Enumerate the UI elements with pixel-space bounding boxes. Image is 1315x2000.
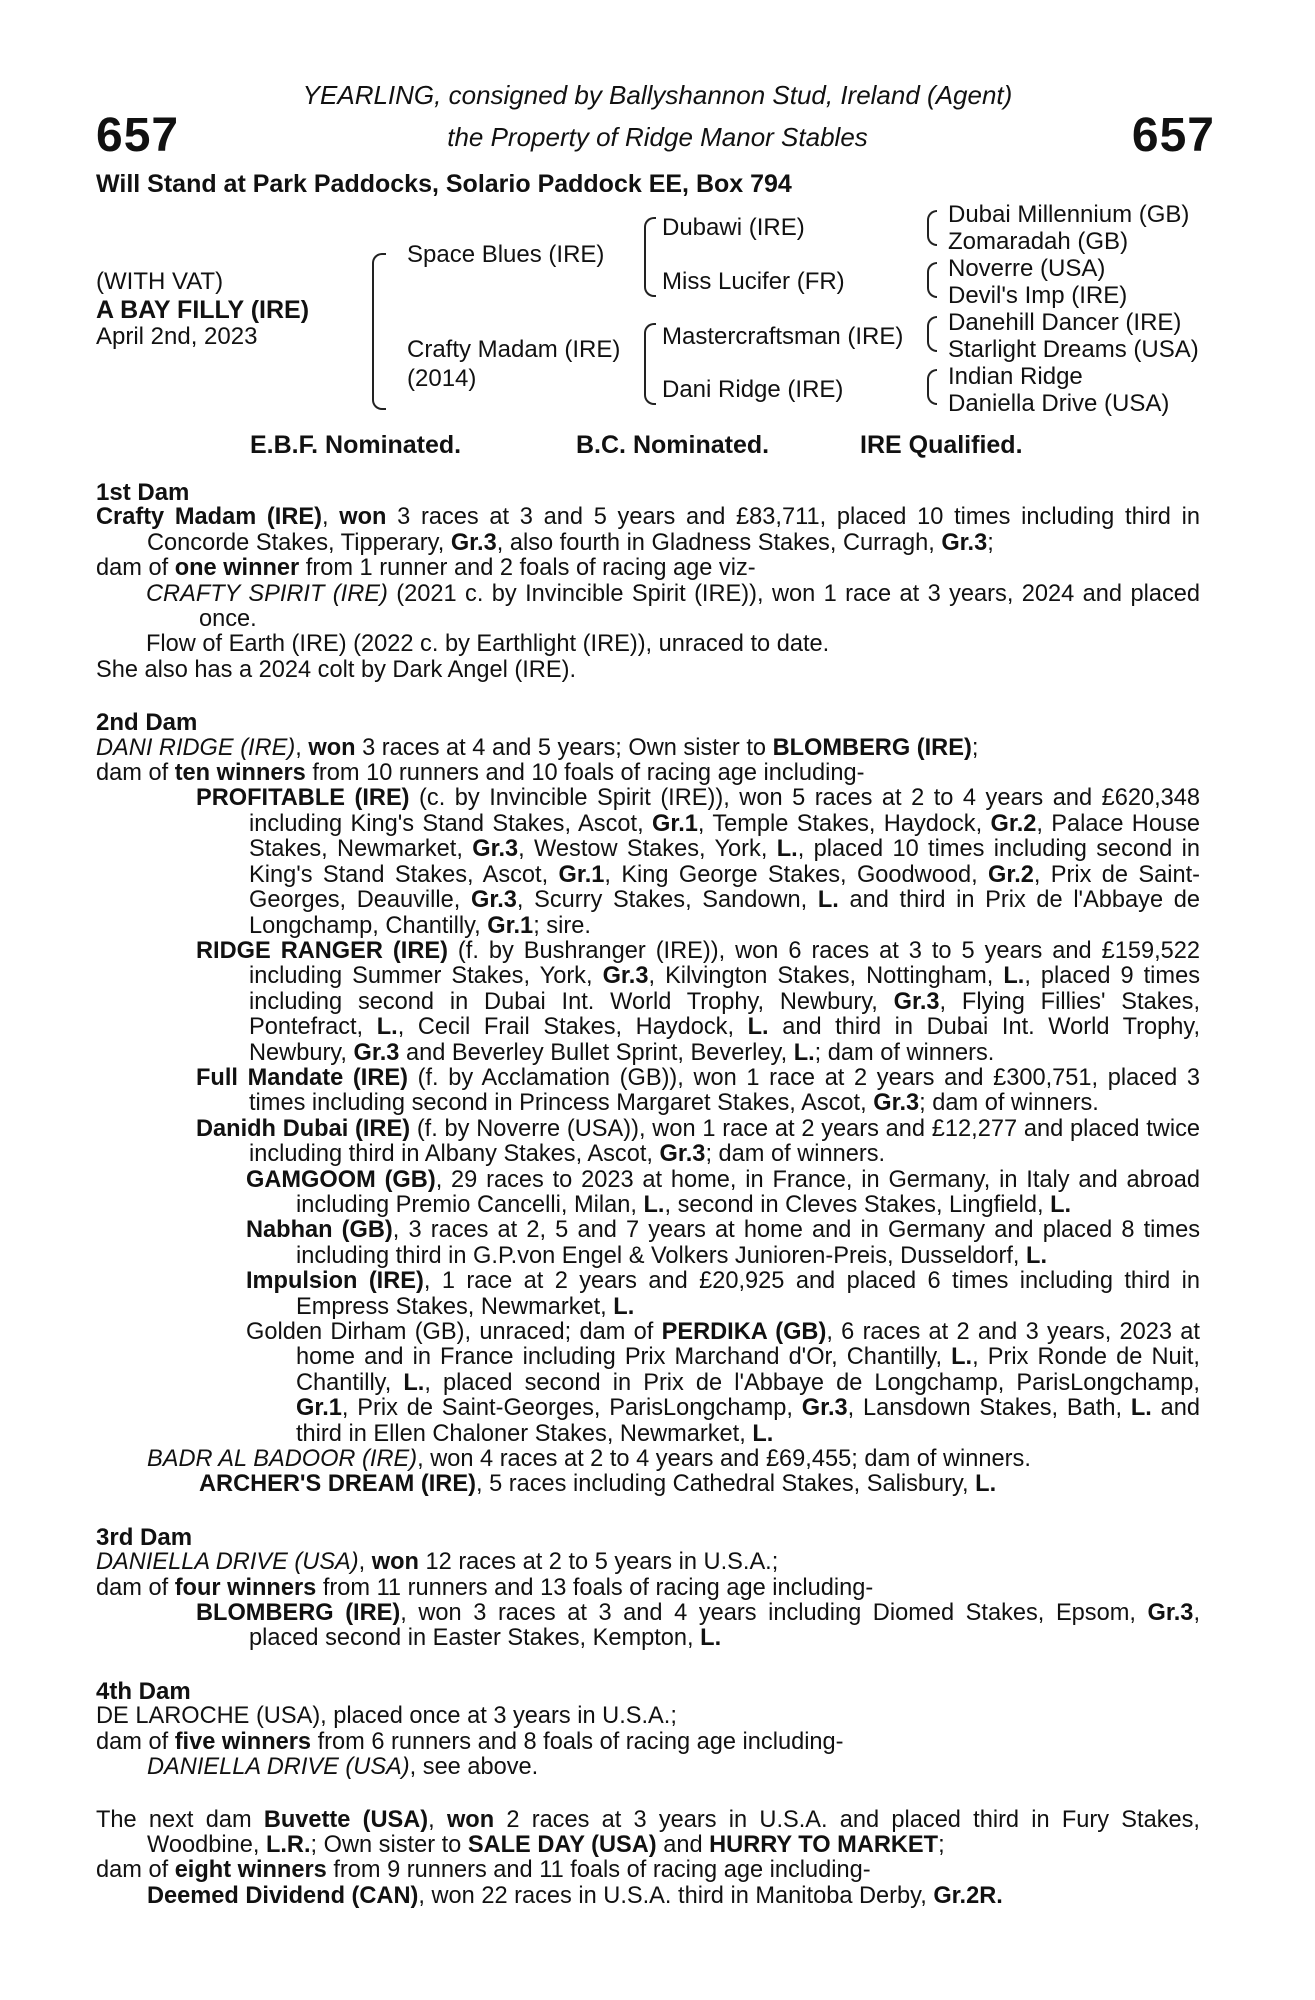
ggs-4: Indian Ridge (948, 363, 1083, 390)
ggd-4: Daniella Drive (USA) (948, 390, 1170, 417)
consignor-line: YEARLING, consigned by Ballyshannon Stud, Ireland (Agent) (302, 80, 1013, 110)
pedigree-brace-g3 (927, 316, 937, 352)
dam-name: Crafty Madam (IRE) (407, 336, 621, 363)
produce-danidh-dubai: Danidh Dubai (IRE) (f. by Noverre (USA)), won 1 race at 2 years and £12,277 and placed twice including third in Albany Stakes, Ascot, Gr.3; dam of winners. (196, 1115, 1200, 1168)
ggd-3: Starlight Dreams (USA) (948, 336, 1199, 363)
third-dam-record: DANIELLA DRIVE (USA), won 12 races at 2 to 5 years in U.S.A.; (96, 1549, 779, 1576)
third-dam-heading: 3rd Dam (96, 1523, 193, 1551)
produce-full-mandate: Full Mandate (IRE) (f. by Acclamation (GB)), won 1 race at 2 years and £300,751, placed 3 times including second in Princess Margaret Stakes, Ascot, Gr.3; dam of winners. (196, 1064, 1200, 1117)
produce-golden-dirham: Golden Dirham (GB), unraced; dam of PERDIKA (GB), 6 races at 2 and 3 years, 2023 at home and in France including Prix Marchand d'Or, Chantilly, L., Prix Ronde de Nuit, Chantilly, L., placed second in Prix de l'Abbaye de Longchamp, ParisLongchamp, Gr.1, Prix de Saint-Georges, ParisLongchamp, Gr.3, Lansdown Stakes, Bath, L. and third in Ellen Chaloner Stakes, Newmarket, L. (246, 1319, 1200, 1447)
produce-flow-of-earth: Flow of Earth (IRE) (2022 c. by Earthlight (IRE)), unraced to date. (146, 631, 830, 658)
pedigree-brace-g4 (927, 369, 937, 405)
first-dam-record: Crafty Madam (IRE), won 3 races at 3 and 5 years and £83,711, placed 10 times including third in Concorde Stakes, Tipperary, Gr.3, also fourth in Gladness Stakes, Curragh, Gr.3; (96, 504, 1200, 556)
lot-number-left: 657 (96, 109, 180, 162)
produce-archers-dream: ARCHER'S DREAM (IRE), 5 races including Cathedral Stakes, Salisbury, L. (199, 1471, 997, 1498)
sire-sire: Dubawi (IRE) (662, 214, 805, 241)
produce-gamgoom: GAMGOOM (GB), 29 races to 2023 at home, in France, in Germany, in Italy and abroad including Premio Cancelli, Milan, L., second in Cleves Stakes, Lingfield, L. (246, 1166, 1201, 1218)
pedigree-brace-dam (644, 323, 656, 405)
produce-impulsion: Impulsion (IRE), 1 race at 2 years and £20,925 and placed 6 times including third in Empress Stakes, Newmarket, L. (246, 1268, 1201, 1320)
next-dam-produce-summary: dam of eight winners from 9 runners and 11 foals of racing age including- (96, 1857, 871, 1884)
dam-dam: Dani Ridge (IRE) (662, 376, 844, 403)
produce-record (96, 480, 1200, 1909)
lot-number-right: 657 (1131, 109, 1215, 162)
ggd-2: Devil's Imp (IRE) (948, 282, 1128, 309)
ggs-3: Danehill Dancer (IRE) (948, 309, 1182, 336)
ire-qualified: IRE Qualified. (860, 431, 1023, 459)
vat-note: (WITH VAT) (96, 268, 224, 295)
pedigree-brace-sire (644, 217, 656, 297)
produce-blomberg: BLOMBERG (IRE), won 3 races at 3 and 4 years including Diomed Stakes, Epsom, Gr.3, placed second in Easter Stakes, Kempton, L. (196, 1600, 1200, 1652)
pedigree-brace-g1 (927, 210, 937, 246)
bc-nomination: B.C. Nominated. (576, 431, 770, 459)
owner-line: the Property of Ridge Manor Stables (447, 122, 868, 152)
third-dam-produce-summary: dam of four winners from 11 runners and 13 foals of racing age including- (96, 1574, 874, 1601)
pedigree-brace-main (372, 253, 386, 410)
produce-deemed-dividend: Deemed Dividend (CAN), won 22 races in U.S.A. third in Manitoba Derby, Gr.2R. (147, 1882, 1003, 1909)
produce-crafty-spirit: CRAFTY SPIRIT (IRE) (2021 c. by Invincible Spirit (IRE)), won 1 race at 3 years, 2024 and placed once. (146, 580, 1200, 633)
fourth-dam-heading: 4th Dam (96, 1677, 191, 1705)
sire-dam: Miss Lucifer (FR) (662, 268, 845, 295)
second-dam-record: DANI RIDGE (IRE), won 3 races at 4 and 5 years; Own sister to BLOMBERG (IRE); (96, 734, 979, 761)
produce-badr-al-badoor: BADR AL BADOOR (IRE), won 4 races at 2 to 4 years and £69,455; dam of winners. (147, 1446, 1031, 1473)
ebf-nomination: E.B.F. Nominated. (250, 431, 462, 459)
sire-name: Space Blues (IRE) (407, 241, 605, 268)
ggd-1: Zomaradah (GB) (948, 228, 1129, 255)
produce-profitable: PROFITABLE (IRE) (c. by Invincible Spirit (IRE)), won 5 races at 2 to 4 years and £620,348 including King's Stand Stakes, Ascot, Gr.1, Temple Stakes, Haydock, Gr.2, Palace House Stakes, Newmarket, Gr.3, Westow Stakes, York, L., placed 10 times including second in King's Stand Stakes, Ascot, Gr.1, King George Stakes, Goodwood, Gr.2, Prix de Saint-Georges, Deauville, Gr.3, Scurry Stakes, Sandown, L. and third in Prix de l'Abbaye de Longchamp, Chantilly, Gr.1; sire. (196, 785, 1201, 939)
subject-dob: April 2nd, 2023 (96, 323, 258, 350)
second-dam-heading: 2nd Dam (96, 709, 198, 737)
produce-2024-colt: She also has a 2024 colt by Dark Angel (IRE). (96, 656, 576, 683)
ggs-2: Noverre (USA) (948, 255, 1106, 282)
second-dam-produce-summary: dam of ten winners from 10 runners and 10 foals of racing age including- (96, 760, 865, 787)
first-dam-heading: 1st Dam (96, 479, 190, 506)
produce-daniella-drive: DANIELLA DRIVE (USA), see above. (147, 1754, 539, 1781)
produce-nabhan: Nabhan (GB), 3 races at 2, 5 and 7 years at home and in Germany and placed 8 times including third in G.P.von Engel & Volkers Junioren-Preis, Dusseldorf, L. (246, 1217, 1200, 1269)
fourth-dam-record: DE LAROCHE (USA), placed once at 3 years in U.S.A.; (96, 1703, 677, 1730)
pedigree-brace-g2 (927, 262, 937, 298)
dam-sire: Mastercraftsman (IRE) (662, 323, 904, 350)
stand-location: Will Stand at Park Paddocks, Solario Paddock EE, Box 794 (96, 170, 792, 198)
subject-name: A BAY FILLY (IRE) (96, 296, 310, 324)
next-dam-record: The next dam Buvette (USA), won 2 races at 3 years in U.S.A. and placed third in Fury Stakes, Woodbine, L.R.; Own sister to SALE DAY (USA) and HURRY TO MARKET; (96, 1806, 1200, 1858)
first-dam-produce-summary: dam of one winner from 1 runner and 2 foals of racing age viz- (96, 555, 756, 582)
ggs-1: Dubai Millennium (GB) (948, 201, 1190, 228)
fourth-dam-produce-summary: dam of five winners from 6 runners and 8 foals of racing age including- (96, 1728, 844, 1755)
dam-year: (2014) (407, 365, 477, 392)
produce-ridge-ranger: RIDGE RANGER (IRE) (f. by Bushranger (IRE)), won 6 races at 3 to 5 years and £159,522 including Summer Stakes, York, Gr.3, Kilvington Stakes, Nottingham, L., placed 9 times including second in Dubai Int. World Trophy, Newbury, Gr.3, Flying Fillies' Stakes, Pontefract, L., Cecil Frail Stakes, Haydock, L. and third in Dubai Int. World Trophy, Newbury, Gr.3 and Beverley Bullet Sprint, Beverley, L.; dam of winners. (196, 937, 1201, 1066)
